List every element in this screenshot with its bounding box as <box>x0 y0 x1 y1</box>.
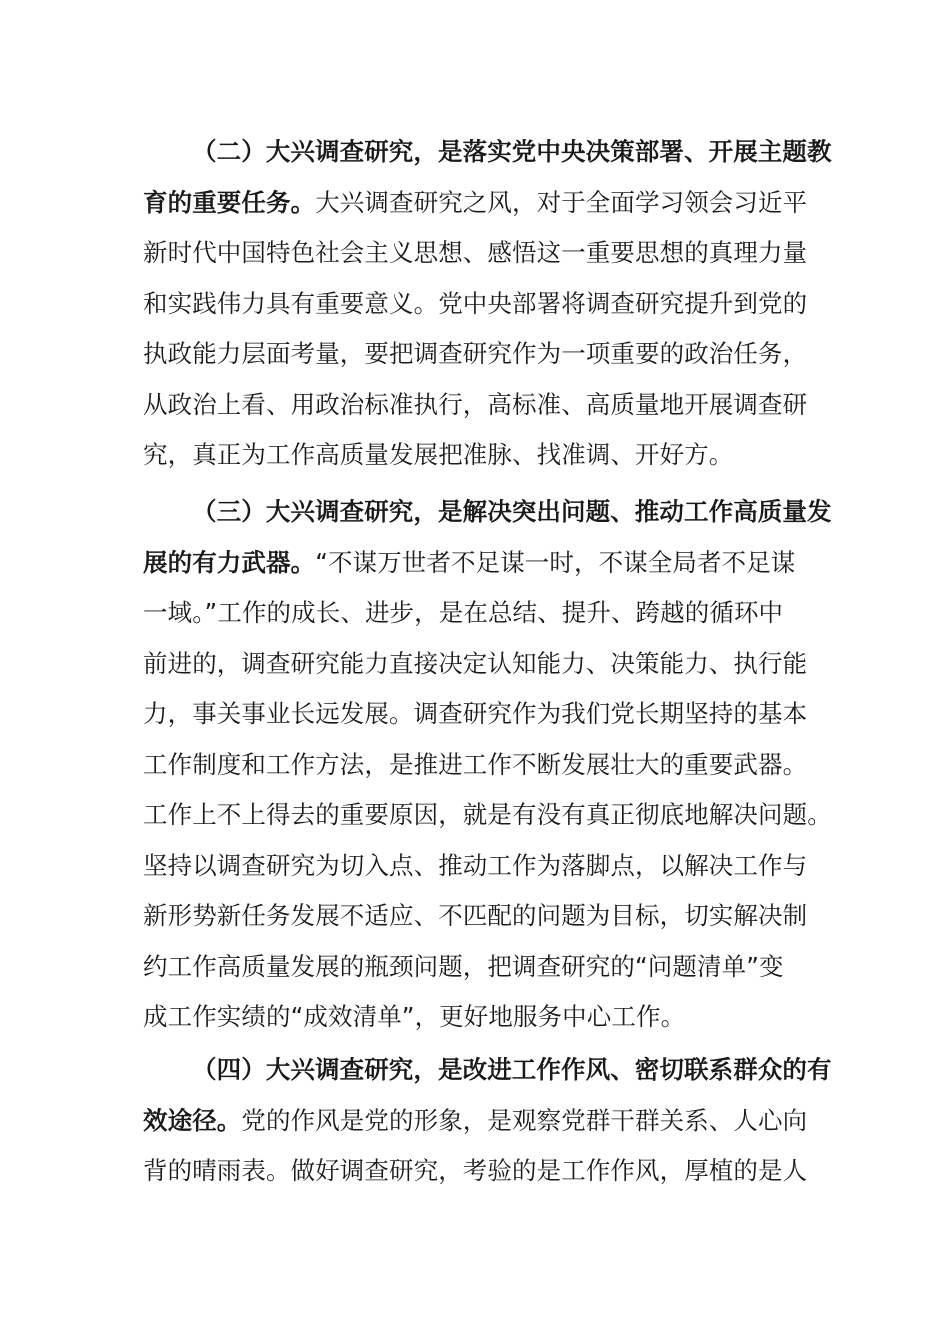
bold-heading: 效途径。 <box>143 1105 242 1135</box>
paragraph-line <box>143 841 823 892</box>
paragraph-line <box>143 689 823 740</box>
body-text: 工作制度和工作方法，是推进工作不断发展壮大的重要武器。 <box>143 749 808 779</box>
paragraph-line <box>143 740 823 791</box>
body-text: 从政治上看、用政治标准执行，高标准、高质量地开展调查研 <box>143 389 808 419</box>
paragraph-line <box>143 1146 823 1197</box>
paragraph-line <box>143 178 823 229</box>
bold-heading: 育的重要任务。 <box>143 187 316 217</box>
paragraph-line <box>143 127 832 178</box>
body-text: 党的作风是党的形象，是观察党群干群关系、人心向 <box>241 1105 808 1135</box>
body-text: 和实践伟力具有重要意义。党中央部署将调查研究提升到党的 <box>143 288 808 318</box>
paragraph-line <box>143 487 832 538</box>
body-text: 执政能力层面考量，要把调查研究作为一项重要的政治任务， <box>143 339 808 368</box>
paragraph-3 <box>143 487 832 1043</box>
paragraph-line <box>143 1045 832 1096</box>
bold-heading: （四）大兴调查研究，是改进工作作风、密切联系群众的有 <box>192 1055 832 1084</box>
body-text: 前进的，调查研究能力直接决定认知能力、决策能力、执行能 <box>143 648 808 678</box>
body-text: 新形势新任务发展不适应、不匹配的问题为目标，切实解决制 <box>143 901 808 930</box>
body-text: 力，事关事业长远发展。调查研究作为我们党长期坚持的基本 <box>143 699 808 728</box>
paragraph-line <box>143 538 823 589</box>
bold-heading: （三）大兴调查研究，是解决突出问题、推动工作高质量发 <box>192 497 832 526</box>
paragraph-line <box>143 380 823 431</box>
paragraph-line <box>143 329 823 380</box>
paragraph-line <box>143 430 823 481</box>
paragraph-line <box>143 1096 823 1147</box>
paragraph-2 <box>143 127 832 481</box>
paragraph-line <box>143 891 823 942</box>
body-text: 成工作实绩的“成效清单”，更好地服务中心工作。 <box>143 1002 686 1031</box>
paragraph-line <box>143 942 823 993</box>
paragraph-line <box>143 279 823 330</box>
bold-heading: 展的有力武器。 <box>143 547 316 577</box>
paragraph-line <box>143 992 823 1043</box>
body-text: 究，真正为工作高质量发展把准脉、找准调、开好方。 <box>143 440 734 469</box>
paragraph-line <box>143 639 823 690</box>
paragraph-line <box>143 228 823 279</box>
body-text: 约工作高质量发展的瓶颈问题，把调查研究的“问题清单”变 <box>143 951 784 981</box>
body-text: 一域。”工作的成长、进步，是在总结、提升、跨越的循环中 <box>143 598 784 627</box>
body-text: 大兴调查研究之风，对于全面学习领会习近平 <box>315 187 808 217</box>
paragraph-4 <box>143 1045 832 1197</box>
bold-heading: （二）大兴调查研究，是落实党中央决策部署、开展主题教 <box>192 137 832 166</box>
paragraph-line <box>143 790 832 841</box>
body-text: 新时代中国特色社会主义思想、感悟这一重要思想的真理力量 <box>143 238 808 267</box>
paragraph-line <box>143 588 823 639</box>
body-text: 坚持以调查研究为切入点、推动工作为落脚点，以解决工作与 <box>143 850 808 880</box>
body-text: “不谋万世者不足谋一时，不谋全局者不足谋 <box>315 547 796 577</box>
body-text: 工作上不上得去的重要原因，就是有没有真正彻底地解决问题。 <box>143 800 832 829</box>
body-text: 背的晴雨表。做好调查研究，考验的是工作作风，厚植的是人 <box>143 1156 808 1185</box>
